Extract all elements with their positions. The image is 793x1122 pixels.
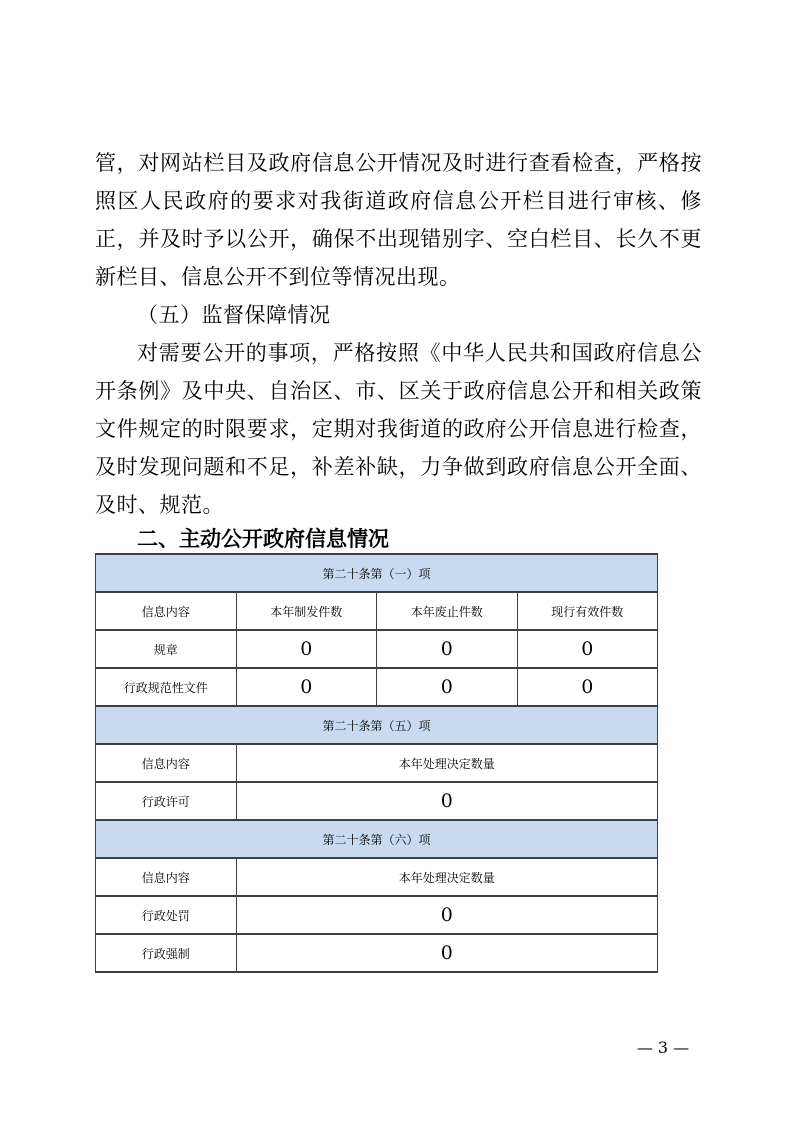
column-header-cell: 本年制发件数	[236, 592, 377, 630]
table-section-header-row	[96, 706, 658, 744]
value-cell: 0	[236, 896, 658, 934]
column-header-cell: 本年废止件数	[377, 592, 518, 630]
column-header-cell: 信息内容	[96, 744, 237, 782]
table-row	[96, 896, 658, 934]
value-cell: 0	[236, 782, 658, 820]
table-row	[96, 668, 658, 706]
column-header-cell: 本年处理决定数量	[236, 858, 658, 896]
section-heading: 二、主动公开政府信息情况	[137, 527, 389, 551]
column-header-row	[96, 592, 658, 630]
row-label-cell: 规章	[96, 630, 237, 668]
table-section-title: 第二十条第（六）项	[96, 820, 658, 858]
row-label-cell: 行政许可	[96, 782, 237, 820]
table-section-title: 第二十条第（五）项	[96, 706, 658, 744]
value-cell: 0	[236, 668, 377, 706]
body-paragraph: 对需要公开的事项，严格按照《中华人民共和国政府信息公开条例》及中央、自治区、市、区关于政府信息公开和相关政策文件规定的时限要求，定期对我街道的政府公开信息进行检查，及时发现问题和不足，补差补缺，力争做到政府信息公开全面、及时、规范。	[95, 341, 702, 517]
table-row	[96, 630, 658, 668]
table-row	[96, 934, 658, 972]
page-number: — 3 —	[636, 1038, 690, 1057]
value-cell: 0	[517, 668, 658, 706]
value-cell: 0	[377, 630, 518, 668]
row-label-cell: 行政强制	[96, 934, 237, 972]
row-label-cell: 行政处罚	[96, 896, 237, 934]
table-section-header-row	[96, 554, 658, 592]
column-header-cell: 现行有效件数	[517, 592, 658, 630]
table-section-header-row	[96, 820, 658, 858]
column-header-cell: 信息内容	[96, 592, 237, 630]
column-header-cell: 本年处理决定数量	[236, 744, 658, 782]
value-cell: 0	[236, 630, 377, 668]
body-paragraph-subheading: （五）监督保障情况	[137, 303, 331, 327]
column-header-row	[96, 744, 658, 782]
body-text	[95, 144, 702, 553]
column-header-row	[96, 858, 658, 896]
value-cell: 0	[517, 630, 658, 668]
column-header-cell: 信息内容	[96, 858, 237, 896]
body-paragraph: 管，对网站栏目及政府信息公开情况及时进行查看检查，严格按照区人民政府的要求对我街道政府信息公开栏目进行审核、修正，并及时予以公开，确保不出现错别字、空白栏目、长久不更新栏目、信息公开不到位等情况出现。	[95, 151, 702, 289]
info-disclosure-table	[95, 553, 658, 973]
table-row	[96, 782, 658, 820]
table-section-title: 第二十条第（一）项	[96, 554, 658, 592]
row-label-cell: 行政规范性文件	[96, 668, 237, 706]
value-cell: 0	[236, 934, 658, 972]
value-cell: 0	[377, 668, 518, 706]
